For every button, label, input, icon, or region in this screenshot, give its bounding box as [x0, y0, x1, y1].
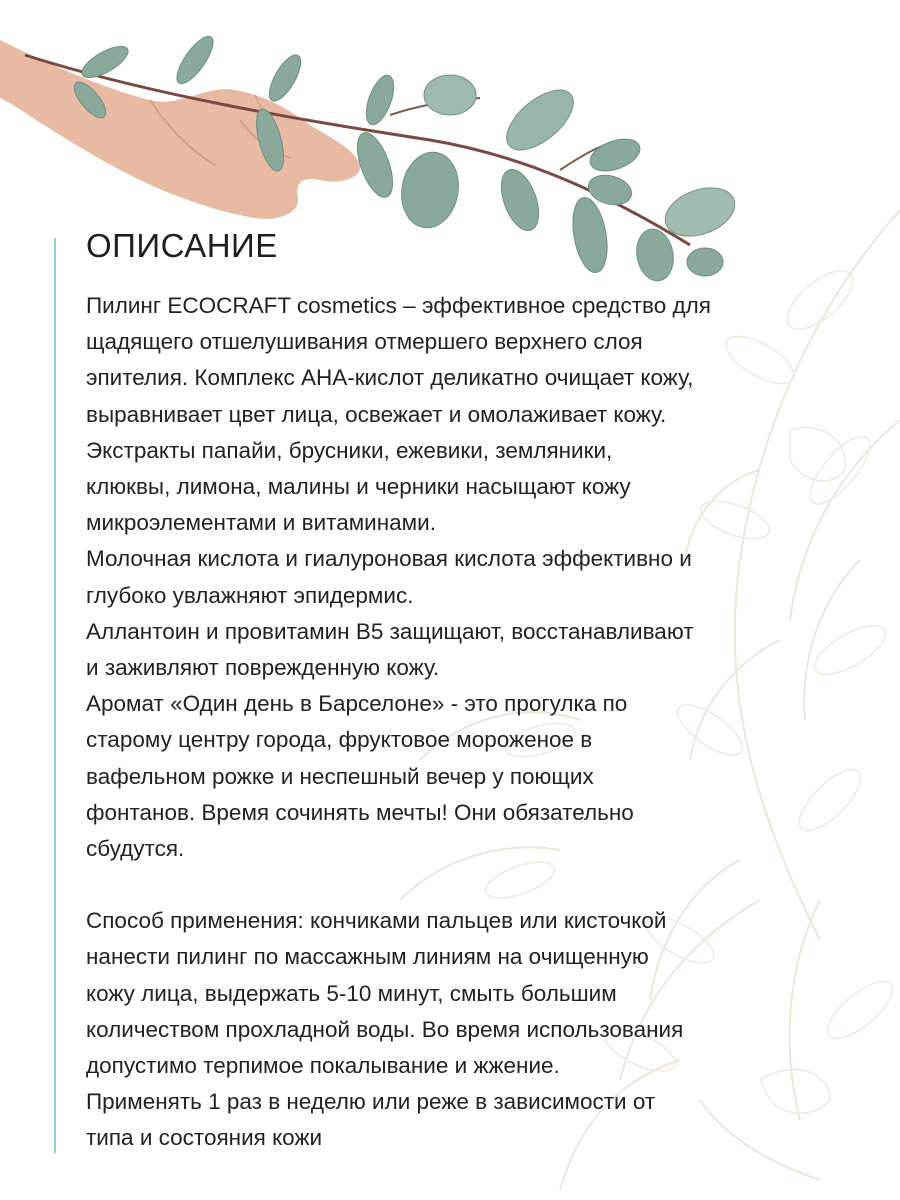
section-heading: ОПИСАНИЕ	[86, 227, 278, 264]
description-content	[86, 226, 876, 1157]
description-paragraph: Аромат «Один день в Барселоне» - это прогулка по старому центру города, фруктовое мороженое в вафельном рожке и неспешный вечер у поющих фонтанов. Время сочинять мечты! Они обязательно сбудутся.	[86, 691, 634, 862]
description-paragraph: Аллантоин и провитамин В5 защищают, восстанавливают и заживляют поврежденную кожу.	[86, 618, 694, 681]
usage-paragraph: Применять 1 раз в неделю или реже в зависимости от типа и состояния кожи	[86, 1089, 656, 1151]
description-paragraph: Молочная кислота и гиалуроновая кислота эффективно и глубоко увлажняют эпидермис.	[86, 546, 692, 608]
usage-paragraph: Способ применения: кончиками пальцев или кисточкой нанести пилинг по массажным линиям на очищенную кожу лица, выдержать 5-10 минут, смыть большим количеством прохладной воды. Во время использования допустимо терпимое покалывание и жжение.	[86, 908, 684, 1079]
paragraph-spacer	[86, 867, 876, 903]
accent-vertical-line	[54, 238, 56, 1153]
description-paragraph: Пилинг ECOCRAFT cosmetics – эффективное средство для щадящего отшелушивания отмершего верхнего слоя эпителия. Комплекс АНА-кислот деликатно очищает кожу, выравнивает цвет лица, освежает и омолаживает кожу. Экстракты папайи, брусники, ежевики, земляники, клюквы, лимона, малины и черники насыщают кожу микроэлементами и витаминами.	[86, 293, 711, 536]
